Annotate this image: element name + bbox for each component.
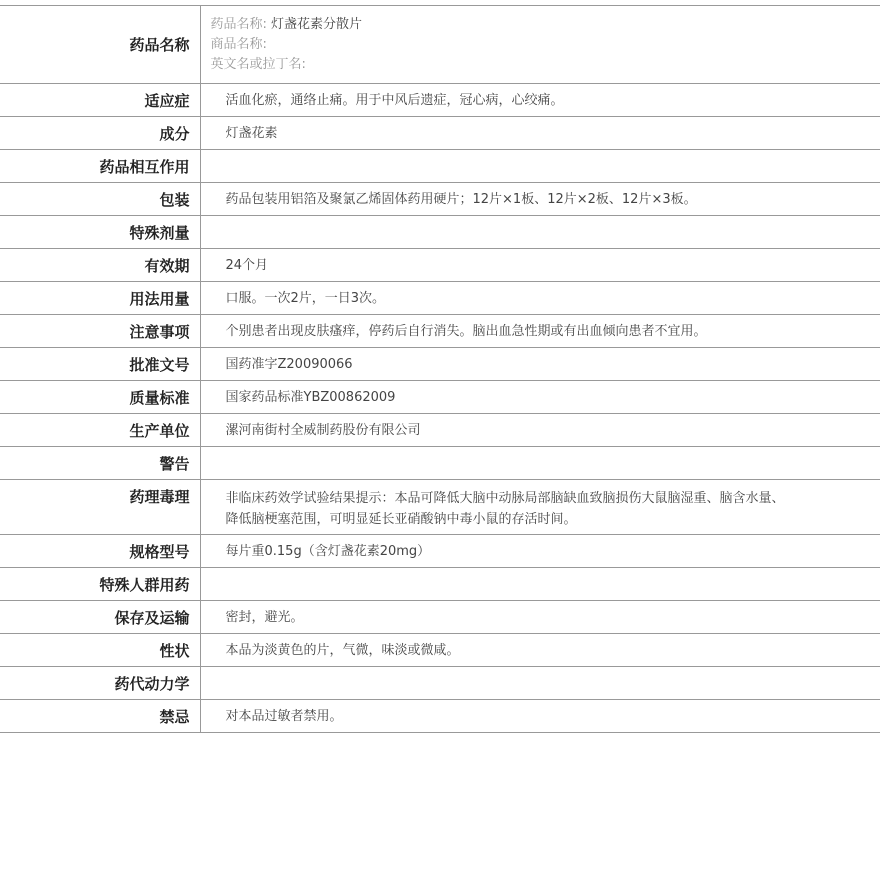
table-row <box>0 282 880 315</box>
row-value-warning <box>200 447 880 480</box>
table-row <box>0 348 880 381</box>
row-label-warning: 警告 <box>0 447 200 480</box>
row-value-interactions <box>200 150 880 183</box>
row-value-description: 本品为淡黄色的片，气微，味淡或微咸。 <box>200 634 880 667</box>
table-row <box>0 414 880 447</box>
table-row <box>0 84 880 117</box>
row-value-contraindications: 对本品过敏者禁用。 <box>200 700 880 733</box>
english-name-label: 英文名或拉丁名: <box>210 56 306 72</box>
table-row <box>0 700 880 733</box>
row-value-ingredients: 灯盏花素 <box>200 117 880 150</box>
row-label-shelf-life: 有效期 <box>0 249 200 282</box>
table-row <box>0 6 880 84</box>
row-value-quality-standard: 国家药品标准YBZ00862009 <box>200 381 880 414</box>
table-row <box>0 535 880 568</box>
row-value-usage: 口服。一次2片，一日3次。 <box>200 282 880 315</box>
table-row <box>0 381 880 414</box>
row-value-pharmacology: 非临床药效学试验结果提示：本品可降低大脑中动脉局部脑缺血致脑损伤大鼠脑湿重、脑含水量、降低脑梗塞范围，可明显延长亚硝酸钠中毒小鼠的存活时间。 <box>200 480 880 535</box>
row-label-interactions: 药品相互作用 <box>0 150 200 183</box>
table-row <box>0 667 880 700</box>
row-label-specification: 规格型号 <box>0 535 200 568</box>
row-label-indications: 适应症 <box>0 84 200 117</box>
table-row <box>0 634 880 667</box>
row-value-pharmacokinetics <box>200 667 880 700</box>
row-value-packaging: 药品包装用铝箔及聚氯乙烯固体药用硬片；12片×1板、12片×2板、12片×3板。 <box>200 183 880 216</box>
table-row <box>0 183 880 216</box>
row-label-contraindications: 禁忌 <box>0 700 200 733</box>
row-value-specification: 每片重0.15g（含灯盏花素20mg） <box>200 535 880 568</box>
row-value-indications: 活血化瘀，通络止痛。用于中风后遗症，冠心病，心绞痛。 <box>200 84 880 117</box>
drug-info-table <box>0 5 880 733</box>
table-row <box>0 216 880 249</box>
english-name-line <box>211 55 791 75</box>
table-row <box>0 568 880 601</box>
row-label-storage: 保存及运输 <box>0 601 200 634</box>
row-label-precautions: 注意事项 <box>0 315 200 348</box>
row-label-packaging: 包装 <box>0 183 200 216</box>
row-value-storage: 密封，避光。 <box>200 601 880 634</box>
row-label-description: 性状 <box>0 634 200 667</box>
table-row <box>0 117 880 150</box>
row-label-manufacturer: 生产单位 <box>0 414 200 447</box>
table-row <box>0 480 880 535</box>
row-label-pharmacology: 药理毒理 <box>0 480 200 535</box>
row-value-drug-name <box>200 6 880 84</box>
row-value-precautions: 个别患者出现皮肤瘙痒，停药后自行消失。脑出血急性期或有出血倾向患者不宜用。 <box>200 315 880 348</box>
row-label-special-dosage: 特殊剂量 <box>0 216 200 249</box>
table-row <box>0 249 880 282</box>
row-label-approval-number: 批准文号 <box>0 348 200 381</box>
row-value-approval-number: 国药准字Z20090066 <box>200 348 880 381</box>
row-label-usage: 用法用量 <box>0 282 200 315</box>
table-row <box>0 315 880 348</box>
generic-name-label: 药品名称: <box>210 16 267 32</box>
generic-name-line <box>211 15 791 35</box>
row-label-ingredients: 成分 <box>0 117 200 150</box>
table-row <box>0 150 880 183</box>
row-label-drug-name: 药品名称 <box>0 6 200 84</box>
trade-name-line <box>211 35 791 55</box>
table-row <box>0 447 880 480</box>
row-label-quality-standard: 质量标准 <box>0 381 200 414</box>
row-label-pharmacokinetics: 药代动力学 <box>0 667 200 700</box>
trade-name-label: 商品名称: <box>210 36 267 52</box>
generic-name-value: 灯盏花素分散片 <box>271 16 363 32</box>
row-value-special-populations <box>200 568 880 601</box>
table-row <box>0 601 880 634</box>
row-label-special-populations: 特殊人群用药 <box>0 568 200 601</box>
row-value-manufacturer: 漯河南街村全威制药股份有限公司 <box>200 414 880 447</box>
row-value-shelf-life: 24个月 <box>200 249 880 282</box>
row-value-special-dosage <box>200 216 880 249</box>
